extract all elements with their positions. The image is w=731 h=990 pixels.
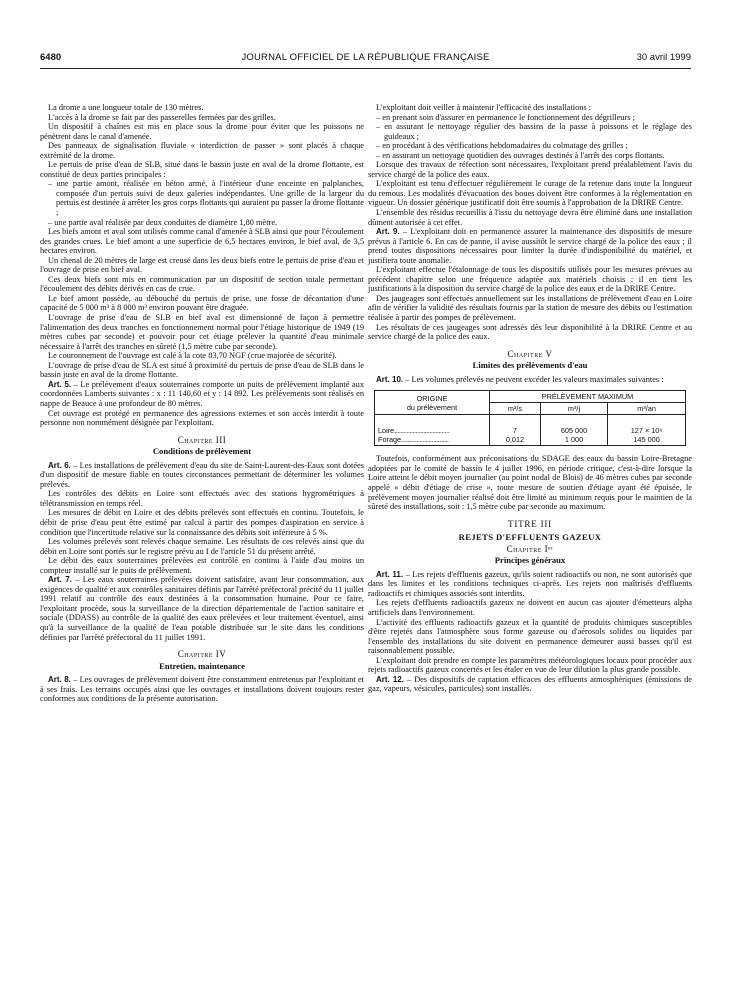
paragraph: Le pertuis de prise d'eau de SLB, situé dans le bassin juste en aval de la drome flottante, est constitué de deux parties principales : — [40, 160, 364, 179]
article-label: Art. 8. — [48, 675, 71, 685]
paragraph: Un dispositif à chaînes est mis en place sous la drome pour éviter que les poissons ne pénètrent dans le canal d'amenée. — [40, 122, 364, 141]
paragraph: L'accès à la drome se fait par des passerelles fermées par des grilles. — [48, 112, 276, 122]
row-label-loire: Loire — [378, 426, 395, 436]
forage-m3s: 0,012 — [505, 435, 525, 445]
leader-dots: ............................... — [401, 435, 449, 445]
forage-m3an: 145 000 — [633, 435, 660, 445]
article-label: Art. 12. — [376, 674, 404, 684]
article-7 — [40, 575, 364, 642]
origin-cell — [375, 415, 490, 446]
forage-m3j: 1 000 — [564, 435, 584, 445]
leader-dots: .................................... — [394, 426, 450, 436]
right-column — [368, 103, 692, 694]
article-text: – Les installations de prélèvement d'eau du site de Saint-Laurent-des-Eaux sont dotées d'un dispositif de mesure fiable en toutes circonstances permettant de déterminer les volumes prélevés. — [40, 460, 365, 489]
paragraph: L'ouvrage de prise d'eau de SLB en bief aval est dimensionné de façon à permettre l'alimentation des deux tranches en fonctionnement normal pour l'étiage historique de 1949 (19 mètres cubes par seconde) et pouvoir pour cet étiage prélever la quantité d'eau minimale nécessaire à l'arrêt des tranches en sûreté (1,5 mètre cube par seconde). — [40, 313, 364, 351]
value-cell — [608, 415, 686, 446]
paragraph: Les contrôles des débits en Loire sont effectués avec des stations hygrométriques à télétransmission en temps réel. — [40, 489, 364, 508]
chapter-title: Conditions de prélèvement — [152, 446, 252, 457]
table-body-row — [375, 415, 686, 446]
list-item: – en procédant à des vérifications hebdomadaires du colmatage des grilles ; — [376, 141, 628, 151]
paragraph: L'ouvrage de prise d'eau de SLA est situé à proximité du pertuis de prise d'eau de SLB dans le bassin juste en aval de la drome flottante. — [40, 360, 364, 380]
article-label: Art. 5. — [48, 379, 72, 389]
row-label-forage: Forage — [378, 435, 402, 445]
left-column — [40, 103, 364, 704]
loire-m3s: 7 — [512, 426, 517, 436]
loire-m3j: 605 000 — [560, 426, 588, 436]
paragraph: Les résultats de ces jaugeages sont adressés dès leur disponibilité à la DRIRE Centre et au service chargé de la police des eaux. — [368, 322, 692, 342]
chapter-heading: Chapitre Iᵉʳ — [506, 543, 554, 554]
publication-date: 30 avril 1999 — [636, 52, 691, 63]
paragraph: Lorsque des travaux de réfection sont nécessaires, l'exploitant prend préalablement l'avis du service chargé de la police des eaux. — [368, 160, 692, 179]
article-8 — [40, 675, 364, 704]
article-label: Art. 7. — [48, 575, 72, 585]
paragraph: Les rejets d'effluents radioactifs gazeux ne doivent en aucun cas ajouter d'émetteurs alpha artificiels dans l'environnement. — [368, 598, 692, 617]
article-label: Art. 10. — [376, 374, 404, 384]
article-6 — [40, 461, 364, 490]
paragraph: Le bief amont possède, au débouché du pertuis de prise, une fosse de décantation d'une capacité de 5 000 m³ à 8 000 m³ environ pouvant être draguée. — [40, 293, 364, 313]
article-text: – Des dispositifs de captation efficaces des effluents atmosphériques (émissions de gaz, vapeurs, vésicules, particules) sont installés. — [368, 674, 692, 694]
page-header — [40, 52, 691, 69]
table-row-label — [378, 435, 486, 444]
paragraph: Les biefs amont et aval sont utilisés comme canal d'amenée à SLB ainsi que pour l'écoulement des grandes crues. Le bief amont a une superficie de 6,5 hectares environ, le bief aval, de 3,5 hectares environ. — [40, 227, 364, 256]
paragraph: La drome a une longueur totale de 130 mètres. — [48, 103, 204, 112]
paragraph: L'exploitant doit veiller à maintenir l'efficacité des installations : — [376, 103, 592, 112]
paragraph: L'activité des effluents radioactifs gazeux et la quantité de produits chimiques susceptibles d'être rejetés dans l'atmosphère sous forme gazeuse ou d'aérosols solides ou liquides par l'ensemble des installations du site doivent en permanence demeurer aussi basses qu'il est raisonnablement possible. — [368, 617, 692, 656]
article-9 — [368, 227, 692, 265]
article-text: – Les ouvrages de prélèvement doivent être constamment entretenus par l'exploitant et à ses frais. Les terrains occupés ainsi que les ouvrages et installations doivent toujours rester conformes aux conditions de la présente autorisation. — [40, 675, 365, 704]
article-text: – L'exploitant doit en permanence assurer la maintenance des dispositifs de mesure prévus à l'article 6. En cas de panne, il avise aussitôt le service chargé de la police des eaux ; il prend toutes dispositions nécessaires pour limiter la durée d'indisponibilité du matériel, et justifiera toute anomalie. — [368, 227, 692, 265]
list-item: – en assurant le nettoyage régulier des bassins de la passe à poissons et le réglage des guideaux ; — [376, 122, 692, 141]
chapter-title: Entretien, maintenance — [159, 660, 245, 671]
max-withdrawal-header: PRÉLÈVEMENT MAXIMUM — [490, 391, 686, 403]
journal-title: JOURNAL OFFICIEL DE LA RÉPUBLIQUE FRANÇAISE — [241, 52, 490, 63]
paragraph: L'exploitant effectue l'étalonnage de tous les dispositifs utilisés pour les mesures prévues au précédent chapitre selon une fréquence adaptée aux matériels choisis : il en tient les justifications à la disposition du service chargé de la police des eaux et de la DRIRE Centre. — [368, 265, 692, 294]
paragraph: L'exploitant doit prendre en compte les paramètres météorologiques locaux pour procéder aux rejets radioactifs gazeux concertés et les étaler en vue de leur dilution la plus grande possible. — [368, 655, 692, 675]
paragraph: L'ensemble des résidus recueillis à l'issu du nettoyage devra être éliminé dans une installation dûment autorisée à cet effet. — [368, 208, 692, 227]
paragraph: Un chenal de 20 mètres de large est creusé dans les deux biefs entre le pertuis de prise d'eau et l'ouvrage de prise en bief aval. — [40, 255, 364, 275]
unit-header: m³/j — [540, 403, 607, 415]
paragraph: Toutefois, conformément aux préconisations du SDAGE des eaux du bassin Loire-Bretagne adoptées par le comité de bassin le 4 juillet 1996, en période critique, c'est-à-dire lorsque la Loire atteint le débit moyen journalier (au point nodal de Blois) de 46 mètres cubes par seconde appelé « débit d'étiage de crise », toute mesure de soutien d'étiage ayant été épuisée, le prélèvement moyen journalier réalisé doit être limité au minimum requis pour le maintien de la sûreté des installations, soit : 1,5 mètre cube par seconde au maximum. — [368, 454, 692, 512]
list-item: – une partie amont, réalisée en béton armé, à l'intérieur d'une enceinte en palplanches, composée d'un pertuis suivi de deux galeries indépendantes. Une grille de la largeur du pertuis est destinée à arrêter les gros corps flottants qui auraient pu passer la drome flottante ; — [48, 179, 364, 218]
chapter-title: Principes généraux — [494, 555, 566, 566]
paragraph: Des jaugeages sont effectués annuellement sur les installations de prélèvement d'eau en Loire afin de vérifier la validité des résultats fournis par la station de mesure des débits ou l'estimation réalisée à partir des pompes de prélèvement. — [368, 293, 692, 323]
article-label: Art. 9. — [376, 227, 400, 237]
paragraph: Le couronnement de l'ouvrage est calé à la cote 83,70 NGF (crue majorée de sécurité). — [48, 351, 337, 361]
withdrawal-limits-table — [374, 390, 686, 446]
list-item: – en assurant un nettoyage quotidien des ouvrages destinés à l'arrêt des corps flottants. — [376, 150, 665, 160]
title-heading: TITRE III — [508, 518, 552, 529]
article-11 — [368, 570, 692, 599]
loire-m3an: 127 × 10⁶ — [630, 426, 663, 436]
unit-header: m³/an — [608, 403, 686, 415]
paragraph: Cet ouvrage est protégé en permanence des agressions externes et son accès interdit à toute personne non nommément désignée par l'exploitant. — [40, 408, 364, 428]
chapter-heading: Chapitre V — [507, 348, 553, 359]
paragraph: Les volumes prélevés sont relevés chaque semaine. Les résultats de ces relevés ainsi que du débit en Loire sont portés sur le registre prévu au I de l'article 51 du présent arrêté. — [40, 537, 364, 556]
origin-header: ORIGINE du prélèvement — [375, 391, 490, 415]
article-10 — [368, 375, 692, 385]
list-item: – une partie aval réalisée par deux conduites de diamètre 1,80 mètre. — [48, 217, 278, 227]
list-item: – en prenant soin d'assurer en permanence le fonctionnement des dégrilleurs ; — [376, 112, 635, 122]
article-text: – Le prélèvement d'eaux souterraines comporte un puits de prélèvement implanté aux coordonnées Lamberts suivantes : x : 11 140,60 et y : 14 892. Les prélèvements sont réalisés en nappe de Beauce à une profondeur de 80 mètres. — [40, 379, 364, 408]
title-name: REJETS D'EFFLUENTS GAZEUX — [458, 532, 602, 543]
article-5 — [40, 380, 364, 409]
chapter-title: Limites des prélèvements d'eau — [472, 360, 588, 371]
unit-header: m³/s — [490, 403, 541, 415]
article-12 — [368, 675, 692, 694]
paragraph: Ces deux biefs sont mis en communication par un dispositif de section totale permettant l'écoulement des débits dérivés en cas de crue. — [40, 274, 364, 294]
paragraph: L'exploitant est tenu d'effectuer régulièrement le curage de la retenue dans toute la longueur du remous. Les modalités d'évacuation des boues doivent être conformes à la réglementation en vigueur. Un dossier générique justificatif doit être soumis à l'approbation de la DRIRE Centre. — [368, 179, 692, 208]
article-label: Art. 6. — [48, 460, 71, 470]
paragraph: Des panneaux de signalisation fluviale « interdiction de passer » sont placés à chaque extrémité de la drome. — [40, 141, 364, 160]
paragraph: Les mesures de débit en Loire et des débits prélevés sont effectués en continu. Toutefois, le débit de prise d'eau peut être estimé par calcul à partir des pompes d'aspiration en service à condition que l'incertitude relative sur la connaissance des débits soit inférieure à 5 %. — [40, 508, 364, 537]
page-number: 6480 — [40, 52, 62, 63]
article-label: Art. 11. — [376, 569, 404, 579]
table-row-label — [378, 426, 486, 435]
value-cell — [540, 415, 607, 446]
article-text: – Les volumes prélevés ne peuvent excéder les valeurs maximales suivantes : — [403, 374, 664, 384]
paragraph: Le débit des eaux souterraines prélevées est contrôlé en continu à l'aide d'au moins un compteur installé sur le puits de prélèvement. — [40, 556, 364, 575]
article-text: – Les eaux souterraines prélevées doivent satisfaire, avant leur consommation, aux exigences de qualité et aux contrôles sanitaires définis par l'arrêté préfectoral précité du 11 juillet 1991 relatif au contrôle des eaux destinées à la consommation humaine. Pour ce faire, l'exploitant procède, sous la surveillance de la direction départementale de l'action sanitaire et sociale (DDASS) au contrôle de la qualité des eaux prélevées et leur traitement éventuel, ainsi qu'à la surveillance de la qualité de l'eau potable distribuée sur le site dans les conditions définies par l'arrêté préfectoral du 11 juillet 1991. — [40, 575, 365, 642]
value-cell — [490, 415, 541, 446]
article-text: – Les rejets d'effluents gazeux, qu'ils soient radioactifs ou non, ne sont autorisés que dans les limites et les conditions techniques ci-après. Les rejets non maîtrisés d'effluents radioactifs et chimiques associés sont interdits. — [368, 569, 692, 598]
chapter-heading: Chapitre IV — [177, 649, 227, 660]
chapter-heading: Chapitre III — [177, 434, 227, 445]
